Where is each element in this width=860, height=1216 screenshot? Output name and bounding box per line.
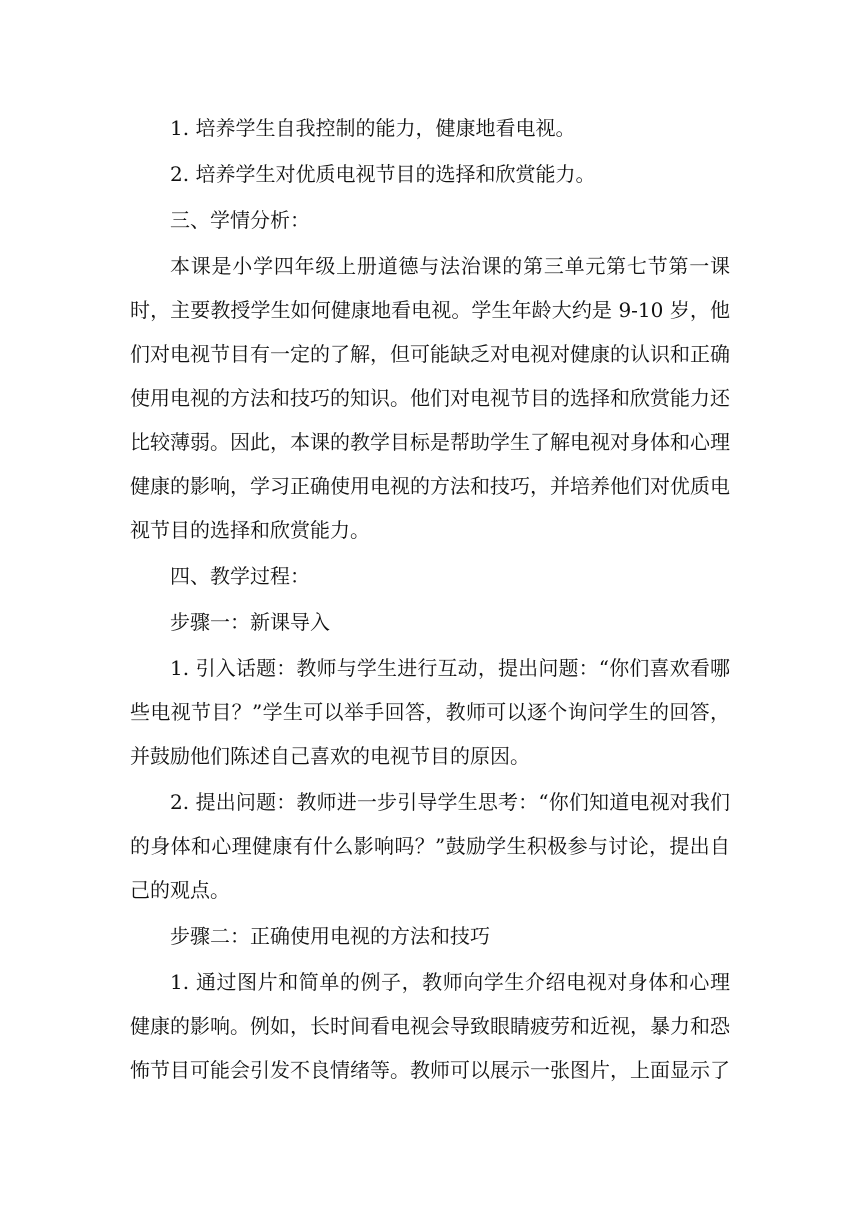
step-one-item-1: 1. 引入话题：教师与学生进行互动，提出问题：“你们喜欢看哪些电视节目？”学生可以举手回答，教师可以逐个询问学生的回答，并鼓励他们陈述自己喜欢的电视节目的原因。 — [130, 656, 730, 768]
objective-2: 2. 培养学生对优质电视节目的选择和欣赏能力。 — [170, 162, 596, 186]
objective-1: 1. 培养学生自我控制的能力，健康地看电视。 — [170, 116, 576, 140]
step-two-item-1: 1. 通过图片和简单的例子，教师向学生介绍电视对身体和心理健康的影响。例如，长时间看电视会导致眼睛疲劳和近视，暴力和恐怖节目可能会引发不良情绪等。教师可以展示一张图片，上面显示了 — [130, 970, 730, 1082]
step-two-heading: 步骤二：正确使用电视的方法和技巧 — [170, 924, 490, 948]
section-heading-process: 四、教学过程： — [170, 564, 310, 588]
document-page — [130, 106, 730, 1094]
analysis-paragraph: 本课是小学四年级上册道德与法治课的第三单元第七节第一课时，主要教授学生如何健康地看电视。学生年龄大约是 9-10 岁，他们对电视节目有一定的了解，但可能缺乏对电视对健康的认识和正确使用电视的方法和技巧的知识。他们对电视节目的选择和欣赏能力还比较薄弱。因此，本课的教学目标是帮助学生了解电视对身体和心理健康的影响，学习正确使用电视的方法和技巧，并培养他们对优质电视节目的选择和欣赏能力。 — [130, 254, 730, 542]
section-heading-analysis: 三、学情分析： — [170, 208, 310, 232]
step-one-heading: 步骤一：新课导入 — [170, 610, 330, 634]
step-one-item-2: 2. 提出问题：教师进一步引导学生思考：“你们知道电视对我们的身体和心理健康有什么影响吗？”鼓励学生积极参与讨论，提出自己的观点。 — [130, 790, 730, 902]
